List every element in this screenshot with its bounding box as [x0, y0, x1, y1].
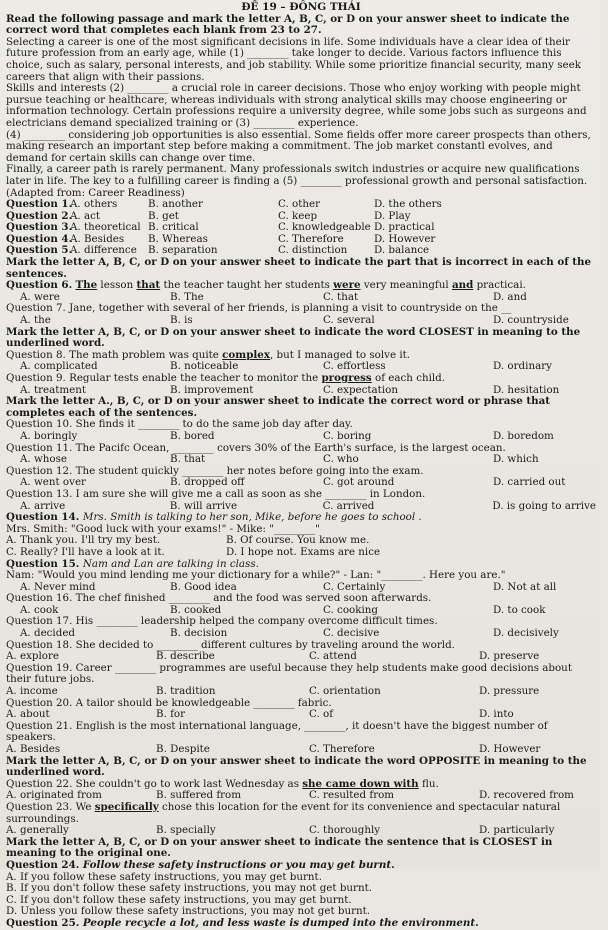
- passage-para-1: Selecting a career is one of the most significant decisions in life. Some individuals have a clear idea of their future profession from an early age, while (1) ________ take longer to decide. Various factors influence this choice, such as salary, personal interests, and job stability. While some prioritize financial security, many seek careers that align with their passions.: [6, 35, 581, 83]
- question-14-options-cd: C. Really? I'll have a look at it. D. I hope not. Exams are nice: [6, 545, 381, 558]
- question-1: Question 1. A. others B. another C. other D. the others: [6, 198, 442, 211]
- passage-para-4: Finally, a career path is rarely permanent. Many professionals switch industries or acquire new qualifications later in life. The key to a fulfilling career is finding a (5) ________ professional growth and personal satisfaction.: [6, 163, 588, 187]
- question-16-stem: Question 16. The chef finished ________ and the food was served soon afterwards.: [6, 592, 432, 605]
- question-10-stem: Question 10. She finds it ________ to do the same job day after day.: [6, 418, 353, 431]
- question-5: Question 5. A. difference B. separation C. distinction D. balance: [6, 244, 430, 257]
- instruction-closest-sentence: Mark the letter A, B, C, or D on your answer sheet to indicate the sentence that is CLOSEST in meaning to the original one.: [6, 835, 553, 860]
- question-6-stem: Question 6. The lesson that the teacher taught her students were very meaningful and practicai.: [6, 279, 526, 292]
- question-9-stem: Question 9. Regular tests enable the teacher to monitor the progress of each child.: [6, 372, 446, 384]
- question-13-stem: Question 13. I am sure she will give me a call as soon as she ________ in London.: [6, 487, 426, 500]
- question-7-stem: Question 7. Jane, together with several of her friends, is planning a visit to countryside on the __: [6, 302, 512, 315]
- exam-header: ĐỀ 19 – ĐÔNG THÁI: [241, 1, 361, 13]
- question-15-dialogue: Nam: "Would you mind lending me your dictionary for a while?" - Lan: "________. Here you are.": [6, 569, 506, 582]
- question-14-options-ab: A. Thank you. I'll try my best. B. Of course. You know me.: [6, 534, 370, 547]
- question-20-options: A. about B. for C. of D. into: [6, 708, 514, 721]
- question-11-stem: Question 11. The Pacifc Ocean, ________ covers 30% of the Earth's surface, is the largest ocean.: [6, 441, 506, 454]
- question-25-stem: Question 25. People recycle a lot, and less waste is dumped into the environment.: [6, 916, 479, 929]
- question-19-options: A. income B. tradition C. orientation D. pressure: [6, 685, 540, 698]
- question-20-stem: Question 20. A tailor should be knowledgeable ________ fabric.: [6, 696, 332, 709]
- question-16-options: A. cook B. cooked C. cooking D. to cook: [20, 603, 546, 616]
- question-22-options: A. originated from B. suffered from C. resulted from D. recovered from: [6, 789, 574, 802]
- question-24-option-a: A. If you follow these safety instructions, you may get burnt.: [6, 870, 322, 883]
- question-19-stem: Question 19. Career ________ programmes are useful because they help students make good decisions about their future jobs.: [6, 661, 572, 686]
- question-7-options: A. the B. is C. several D. countryside: [20, 314, 569, 327]
- instruction-complete-sentence: Mark the letter A., B, C, or D on your answer sheet to indicate the correct word or phrase that completes each of the sentences.: [6, 395, 551, 419]
- instruction-opposite-word: Mark the letter A, B, C, or D on your answer sheet to indicate the word OPPOSITE in meaning to the underlined word.: [6, 754, 587, 779]
- question-23-stem: Question 23. We specifically chose this location for the event for its convenience and spectacular natural surroundings.: [6, 800, 561, 825]
- question-14-dialogue: Mrs. Smith: "Good luck with your exams!" - Mike: "________": [6, 522, 320, 535]
- question-21-options: A. Besides B. Despite C. Therefore D. However: [6, 743, 541, 755]
- instruction-incorrect-part: Mark the letter A, B, C, or D on your answer sheet to indicate the part that is incorrect in each of the sentences.: [6, 256, 592, 280]
- question-21-stem: Question 21. English is the most international language, ________, it doesn't have the biggest number of speakers.: [6, 719, 548, 744]
- question-8-options: A. complicated B. noticeable C. effortless D. ordinary: [20, 360, 552, 373]
- question-15-options: A. Never mind B. Good idea C. Certainly D. Not at all: [20, 580, 557, 593]
- question-17-options: A. decided B. decision C. decisive D. decisively: [20, 627, 559, 640]
- question-23-options: A. generally B. specially C. thoroughly D. particularly: [6, 824, 555, 837]
- question-12-stem: Question 12. The student quickly ________ her notes before going into the exam.: [6, 464, 424, 477]
- question-8-stem: Question 8. The math problem was quite complex, but I managed to solve it.: [6, 348, 411, 361]
- question-9-options: A. treatment B. improvement C. expectation D. hesitation: [20, 383, 560, 396]
- question-11-options: A. whose B. that C. who D. which: [20, 453, 539, 466]
- question-3: Question 3. A. theoretical B. critical C. knowledgeable D. practical: [6, 221, 435, 234]
- question-6-options: A. were B. The C. that D. and: [20, 290, 527, 303]
- instruction-passage: Read the following passage and mark the letter A, B, C, or D on your answer sheet to indicate the correct word that completes each blank from 23 to 27.: [6, 12, 570, 37]
- question-17-stem: Question 17. His ________ leadership helped the company overcome difficult times.: [6, 615, 438, 628]
- question-18-stem: Question 18. She decided to ________ different cultures by traveling around the world.: [6, 638, 455, 651]
- question-13-options: A. arrive B. will arrive C. arrived D. is going to arrive: [20, 499, 596, 512]
- question-22-stem: Question 22. She couldn't go to work last Wednesday as she came down with flu.: [6, 777, 439, 790]
- question-14-stem: Question 14. Mrs. Smith is talking to her son, Mike, before he goes to school .: [6, 511, 422, 524]
- question-24-option-c: C. If you don't follow these safety instructions, you may get burnt.: [6, 893, 352, 906]
- question-15-stem: Question 15. Nam and Lan are talking in class.: [6, 557, 259, 570]
- passage-source: (Adapted from: Career Readiness): [6, 186, 185, 199]
- passage-para-3: (4) ________ considering job opportunities is also essential. Some fields offer more career prospects than others, making research an important step before making a commitment. The job market constantl evolves, and demand for certain skills can change over time.: [6, 128, 591, 164]
- question-18-options: A. explore B. describe C. attend D. preserve: [6, 650, 540, 663]
- question-2: Question 2. A. act B. get C. keep D. Play: [6, 209, 411, 222]
- instruction-closest-word: Mark the letter A, B, C, or D on your answer sheet to indicate the word CLOSEST in meaning to the underlined word.: [6, 325, 581, 350]
- question-24-stem: Question 24. Follow these safety instructions or you may get burnt.: [6, 858, 395, 871]
- question-10-options: A. boringly B. bored C. boring D. boredom: [20, 429, 554, 442]
- question-24-option-d: D. Unless you follow these safety instructions, you may not get burnt.: [6, 905, 371, 918]
- question-12-options: A. went over B. dropped off C. got around D. carried out: [20, 476, 566, 489]
- question-24-option-b: B. If you don't follow these safety instructions, you may not get burnt.: [6, 882, 373, 895]
- question-4: Question 4. A. Besides B. Whereas C. Therefore D. However: [6, 232, 436, 245]
- passage-para-2: Skills and interests (2) ________ a crucial role in career decisions. Those who enjoy working with people might pursue teaching or healthcare, whereas individuals with strong analytical skills may choose engineering or information technology. Certain professions require a university degree, while some jobs such as surgeons and electricians demand specialized training or (3) ________ experience.: [6, 82, 587, 129]
